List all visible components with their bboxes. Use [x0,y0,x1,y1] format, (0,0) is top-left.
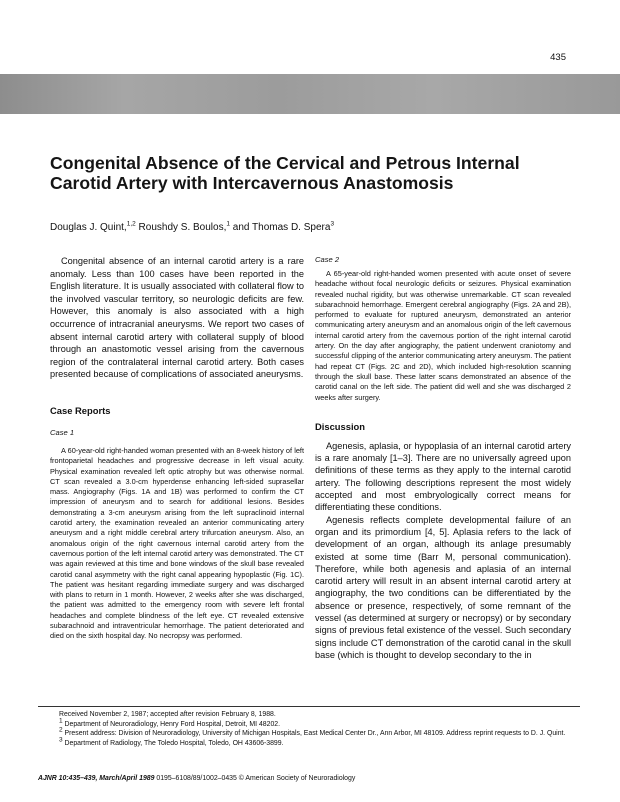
author-line [50,221,570,234]
page-number: 435 [550,52,566,63]
footnote-text: Department of Radiology, The Toledo Hospital, Toledo, OH 43606-3899. [62,739,284,747]
case-1-text: A 60-year-old right-handed woman presented with an 8-week history of left frontoparietal headaches and progressive decrease in left visual acuity. Physical examination revealed left optic atrophy but was otherwise normal. CT scan revealed a 3.0-cm hyperdense enhancing left-sided suprasellar mass. Angiography (Figs. 1A and 1B) was performed to confirm the CT impression of aneurysm and to search for additional lesions. Besides demonstrating a 3-cm aneurysm arising from the left supraclinoid internal carotid artery, the examination revealed an anterior communicating artery aneurysm and a right middle cerebral artery trifurcation aneurysm. Also, an anomalous origin of the right cavernous internal carotid artery from the cavernous portion of the left internal carotid artery was demonstrated. The CT was again reviewed at this time and bone windows of the skull base revealed carotid canal asymmetry with the right canal appearing hypoplastic (Fig. 1C). The patient was hesitant regarding immediate surgery and was discharged with plans to return in 1 month. However, 2 weeks after she was discharged, the patient was admitted to the emergency room with severe left frontal headaches and complete blindness of the left eye. CT revealed extensive subarachnoid and intraventricular hemorrhage. The patient deteriorated and died on the sixth hospital day. No necropsy was performed. [50,445,304,641]
journal-details: 0195–6108/89/1002–0435 © American Society of Neuroradiology [154,775,356,782]
header-band [0,74,620,114]
case-1-label: Case 1 [50,427,75,437]
case-2-label: Case 2 [315,255,340,264]
footnote-1 [50,717,575,730]
footnotes [50,710,575,748]
footnote-text: Present address: Division of Neuroradiology, University of Michigan Hospitals, East Medical Center Dr., Ann Arbor, MI 48109. Address reprint requests to D. J. Quint. [62,730,566,738]
journal-reference: AJNR 10:435–439, March/April 1989 [38,775,155,782]
case-reports-heading: Case Reports [50,404,111,416]
footnote-marker: 2 [59,726,63,734]
footnote-marker: 1 [59,717,63,725]
abstract: Congenital absence of an internal carotid artery is a rare anomaly. Less than 100 cases have been reported in the English literature. It is usually associated with collateral flow to the involved vascular territory, so neurologic deficits are few. However, this anomaly is also associated with a high occurrence of intracranial aneurysms. We report two cases of absent internal carotid artery with collateral supply of blood through an anastomotic vessel arising from the cavernous region of the contralateral internal carotid artery. Both cases presented because of complications of associated aneurysms. [50,256,304,380]
author-affiliation: 1,2 [126,220,136,228]
discussion-paragraph: Agenesis reflects complete developmental failure of an organ and its primordium [4, 5]. Aplasia refers to the lack of development of an organ, although its anlage presumably existed at some time (Barr M, personal communication). Therefore, while both agenesis and aplasia of an internal carotid artery will result in an absent internal carotid artery at angiography, the two conditions can be differentiated by the absence or presence, respectively, of some remnant of the vessel (as determined at surgery or necropsy) or by secondary signs of previous fetal existence of the vessel. Such secondary signs include CT demonstration of the carotid canal in the skull base (which is thought to develop secondary to the in [315,514,571,660]
footnote-3 [50,736,575,749]
left-column [50,255,304,642]
case-2-text: A 65-year-old right-handed women presented with acute onset of severe headache without focal neurologic deficits or seizures. Physical examination revealed nuchal rigidity, but was otherwise unremarkable. CT scan revealed subarachnoid hemorrhage. Emergent cerebral angiography (Figs. 2A and 2B), performed to evaluate for ruptured aneurysm, demonstrated an anterior communicating artery aneurysm and an anomalous origin of the left cavernous internal carotid artery from the cavernous portion of the right internal carotid artery. On the day after angiography, the patient underwent craniotomy and successful clipping of the anterior communicating artery aneurysm. The patient had repeat CT (Figs. 2C and 2D), which included high-resolution scanning through the skull base. These latter scans demonstrated an absence of the carotid canal on the left side. The patient did well and she was discharged 2 weeks after surgery. [315,269,571,402]
discussion-heading: Discussion [315,420,366,432]
author-name: Douglas J. Quint, [50,222,127,233]
author-name: Roushdy S. Boulos, [135,222,227,233]
received-note: Received November 2, 1987; accepted after revision February 8, 1988. [59,711,276,718]
author-name: and Thomas D. Spera [230,222,331,233]
footnote-divider [38,706,580,707]
right-column [315,255,571,661]
journal-citation [38,775,578,782]
article-title: Congenital Absence of the Cervical and Petrous Internal Carotid Artery with Intercavernous Anastomosis [50,153,520,193]
footnote-text: Department of Neuroradiology, Henry Ford Hospital, Detroit, MI 48202. [62,720,281,728]
discussion-paragraph: Agenesis, aplasia, or hypoplasia of an internal carotid artery is a rare anomaly [1–3]. There are no universally agreed upon definitions of these terms as they apply to the internal carotid artery. The following descriptions represent the most widely accepted and most embryologically correct means for differentiating these conditions. [315,440,571,513]
author-affiliation: 1 [226,220,230,228]
author-affiliation: 3 [330,220,335,228]
footnote-marker: 3 [59,736,63,744]
footnote-2 [50,726,575,739]
